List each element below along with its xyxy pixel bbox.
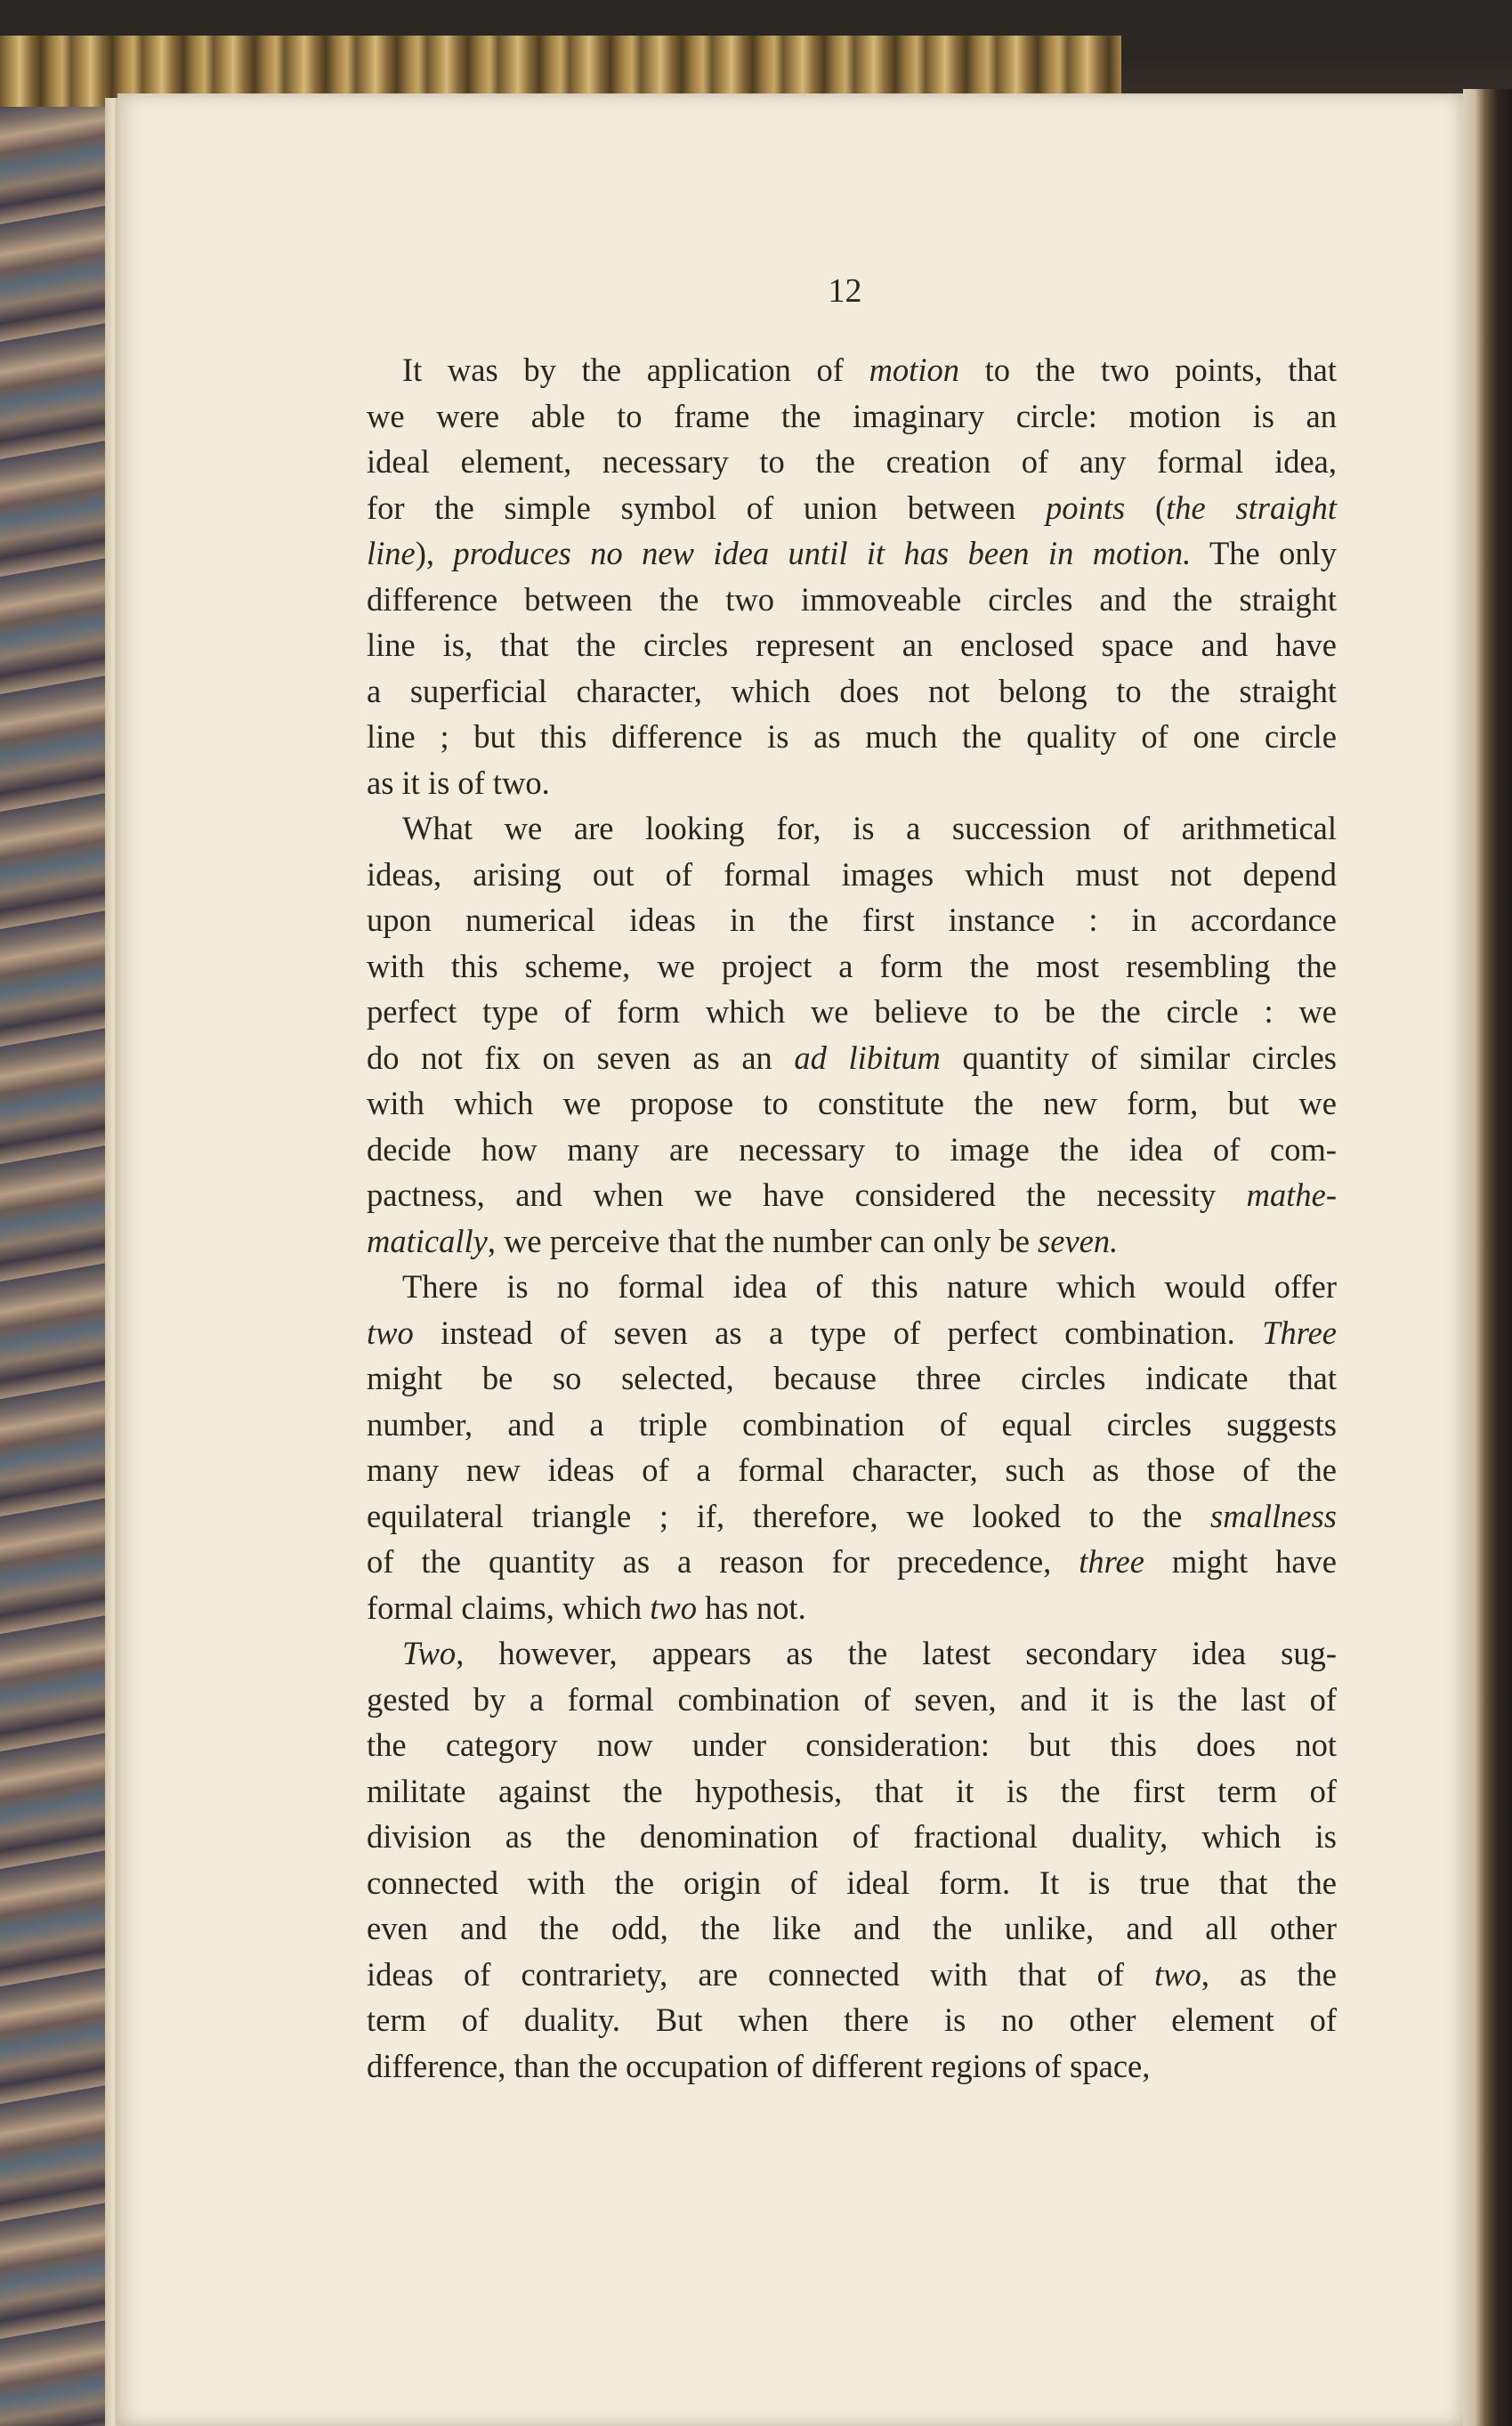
- italic-text: ad libitum: [794, 1039, 941, 1076]
- text-line: [367, 1814, 1337, 1860]
- text-run: ideal element, necessary to the creation of any formal idea,: [367, 443, 1337, 480]
- text-line: [367, 485, 1337, 531]
- text-line: [367, 852, 1337, 898]
- paragraph: [367, 1264, 1337, 1630]
- text-line: [367, 1860, 1337, 1906]
- text-run: term of duality. But when there is no other element of: [367, 2001, 1337, 2038]
- text-line: [367, 1630, 1337, 1677]
- italic-text: two: [650, 1589, 698, 1626]
- text-line: [367, 1677, 1337, 1723]
- text-line: [367, 1952, 1337, 1998]
- text-line: [367, 2043, 1337, 2090]
- paragraph: [367, 1630, 1337, 2089]
- text-run: a superficial character, which does not belong to the straight: [367, 672, 1337, 709]
- text-line: [367, 439, 1337, 485]
- italic-text: three: [1079, 1543, 1144, 1580]
- text-line: [367, 577, 1337, 623]
- text-run: gested by a formal combination of seven, and it is the last of: [367, 1680, 1337, 1718]
- italic-text: seven.: [1038, 1222, 1119, 1259]
- paragraph: [367, 347, 1337, 805]
- text-line: [367, 1355, 1337, 1402]
- text-run: number, and a triple combination of equal circles suggests: [367, 1405, 1337, 1443]
- text-line: [367, 1768, 1337, 1815]
- text-line: [367, 760, 1337, 806]
- text-line: [367, 1127, 1337, 1173]
- text-run: What we are looking for, is a succession of arithmetical: [402, 810, 1337, 846]
- text-run: decide how many are necessary to image the idea of com-: [367, 1130, 1337, 1168]
- text-run: formal claims, which: [367, 1589, 651, 1626]
- text-line: [367, 1402, 1337, 1448]
- text-run: as it is of two.: [367, 764, 550, 801]
- text-run: It was by the application of: [402, 352, 869, 388]
- text-run: ideas, arising out of formal images which must not depend: [367, 855, 1337, 893]
- text-line: [367, 1722, 1337, 1768]
- text-run: might have: [1144, 1543, 1337, 1580]
- italic-text: two: [367, 1314, 414, 1351]
- text-run: we were able to frame the imaginary circle: motion is an: [367, 397, 1337, 434]
- text-run: There is no formal idea of this nature which would offer: [402, 1268, 1337, 1305]
- text-line: [367, 1997, 1337, 2043]
- text-line: [367, 530, 1337, 577]
- text-line: [367, 1218, 1337, 1265]
- text-run: militate against the hypothesis, that it is the first term of: [367, 1772, 1337, 1809]
- text-run: might be so selected, because three circles indicate that: [367, 1360, 1337, 1396]
- text-run: , as the: [1201, 1955, 1338, 1993]
- text-line: [367, 393, 1337, 440]
- text-run: has not.: [697, 1589, 806, 1626]
- italic-text: points: [1046, 489, 1126, 526]
- text-line: [367, 805, 1337, 852]
- text-run: the category now under consideration: but this does not: [367, 1727, 1337, 1763]
- text-line: [367, 943, 1337, 990]
- page-number: 12: [828, 272, 862, 310]
- text-run: do not fix on seven as an: [367, 1039, 795, 1076]
- text-run: difference, than the occupation of different regions of space,: [367, 2047, 1151, 2084]
- text-line: [367, 622, 1337, 668]
- text-line: [367, 1172, 1337, 1218]
- paragraph: [367, 805, 1337, 1264]
- italic-text: motion: [869, 352, 959, 388]
- text-run: difference between the two immoveable circles and the straight: [367, 580, 1337, 618]
- text-line: [367, 1310, 1337, 1356]
- text-run: of the quantity as a reason for precedence,: [367, 1543, 1079, 1580]
- text-line: [367, 1905, 1337, 1952]
- text-line: [367, 1264, 1337, 1310]
- text-run: many new ideas of a formal character, such as those of the: [367, 1452, 1337, 1488]
- italic-text: two: [1154, 1955, 1201, 1993]
- text-run: , we perceive that the number can only be: [487, 1222, 1039, 1259]
- text-line: [367, 347, 1337, 393]
- text-run: for the simple symbol of union between: [367, 489, 1046, 526]
- text-run: perfect type of form which we believe to be the circle : we: [367, 993, 1337, 1030]
- text-line: [367, 1447, 1337, 1493]
- text-line: [367, 1585, 1337, 1631]
- text-run: even and the odd, the like and the unlike, and all other: [367, 1910, 1337, 1946]
- text-run: with this scheme, we project a form the most resembling the: [367, 947, 1337, 984]
- text-line: [367, 668, 1337, 715]
- text-run: The only: [1191, 535, 1337, 571]
- text-run: line is, that the circles represent an enclosed space and have: [367, 627, 1337, 663]
- italic-text: the straight: [1166, 489, 1337, 526]
- text-run: (: [1125, 489, 1167, 526]
- italic-text: produces no new idea until it has been in motion.: [453, 535, 1192, 571]
- text-line: [367, 1539, 1337, 1585]
- text-line: [367, 897, 1337, 943]
- text-line: [367, 1035, 1337, 1081]
- text-run: pactness, and when we have considered the necessity: [367, 1177, 1247, 1213]
- italic-text: matically: [367, 1222, 488, 1259]
- text-line: [367, 1080, 1337, 1127]
- italic-text: Three: [1262, 1314, 1337, 1351]
- text-run: , however, appears as the latest secondary idea sug-: [456, 1635, 1337, 1671]
- text-line: [367, 714, 1337, 760]
- text-run: ),: [415, 535, 454, 571]
- text-run: quantity of similar circles: [940, 1039, 1337, 1076]
- book-right-edge: [1463, 89, 1512, 2426]
- italic-text: smallness: [1210, 1497, 1337, 1534]
- text-run: instead of seven as a type of perfect combination.: [413, 1314, 1263, 1351]
- text-run: ideas of contrariety, are connected with that of: [367, 1955, 1155, 1993]
- text-run: upon numerical ideas in the first instance : in accordance: [367, 902, 1337, 938]
- marbled-page-edge: [0, 107, 114, 2426]
- text-line: [367, 989, 1337, 1035]
- page-body-text: [367, 347, 1337, 2089]
- text-run: division as the denomination of fractional duality, which is: [367, 1818, 1337, 1855]
- text-run: to the two points, that: [958, 352, 1337, 388]
- text-run: connected with the origin of ideal form. It is true that the: [367, 1864, 1337, 1901]
- text-run: line ; but this difference is as much the quality of one circle: [367, 718, 1337, 755]
- italic-text: Two: [402, 1635, 457, 1671]
- italic-text: mathe-: [1246, 1177, 1337, 1213]
- italic-text: line: [367, 535, 416, 571]
- text-line: [367, 1493, 1337, 1540]
- text-run: equilateral triangle ; if, therefore, we looked to the: [367, 1497, 1211, 1534]
- text-run: with which we propose to constitute the new form, but we: [367, 1085, 1337, 1121]
